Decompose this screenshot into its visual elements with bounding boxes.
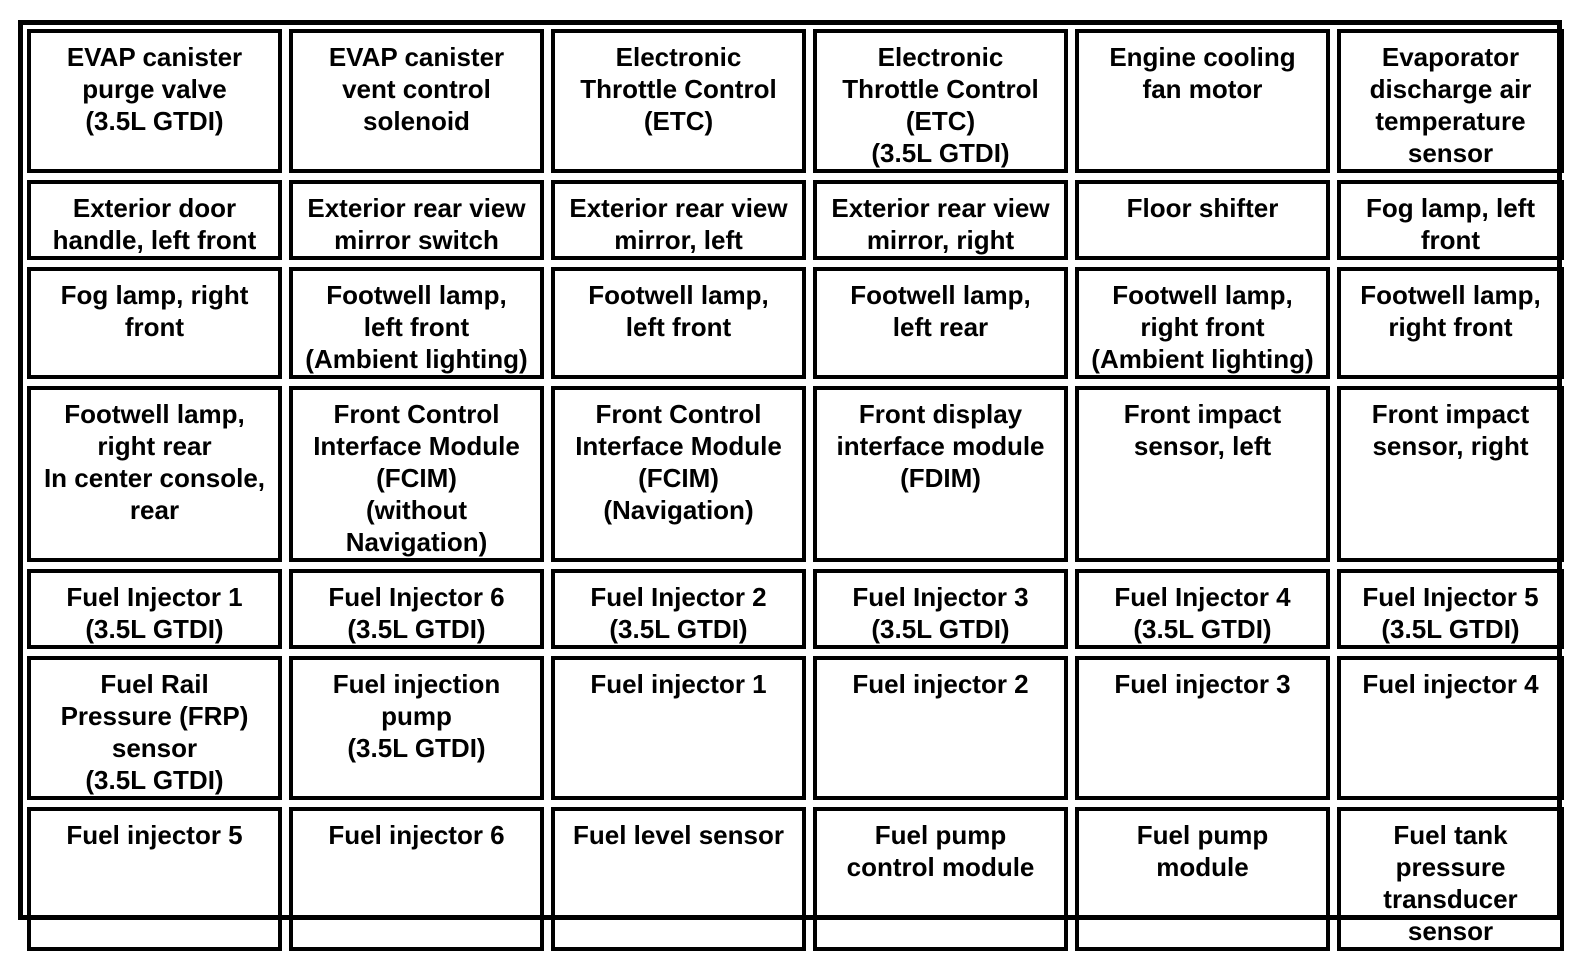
table-cell: Fuel injector 4 — [1337, 656, 1564, 800]
table-cell: Engine cooling fan motor — [1075, 29, 1330, 173]
table-cell: Fuel Injector 2 (3.5L GTDI) — [551, 569, 806, 649]
table-row — [27, 656, 1564, 800]
table-cell: Fuel Rail Pressure (FRP) sensor (3.5L GTDI) — [27, 656, 282, 800]
table-cell: Fuel injector 2 — [813, 656, 1068, 800]
table-cell: Fuel Injector 5 (3.5L GTDI) — [1337, 569, 1564, 649]
component-location-table — [20, 22, 1571, 958]
table-cell: Evaporator discharge air temperature sensor — [1337, 29, 1564, 173]
table-cell: Fuel injection pump (3.5L GTDI) — [289, 656, 544, 800]
table-row — [27, 569, 1564, 649]
table-cell: Fuel injector 5 — [27, 807, 282, 951]
table-row — [27, 807, 1564, 951]
table-cell: Front Control Interface Module (FCIM) (Navigation) — [551, 386, 806, 562]
table-cell: Exterior door handle, left front — [27, 180, 282, 260]
table-cell: Fuel pump module — [1075, 807, 1330, 951]
table-cell: Fuel pump control module — [813, 807, 1068, 951]
table-row — [27, 386, 1564, 562]
table-cell: Footwell lamp, left front — [551, 267, 806, 379]
component-table-frame — [18, 20, 1562, 946]
table-cell: Electronic Throttle Control (ETC) (3.5L GTDI) — [813, 29, 1068, 173]
table-cell: EVAP canister purge valve (3.5L GTDI) — [27, 29, 282, 173]
table-cell: Fuel injector 3 — [1075, 656, 1330, 800]
table-cell: Fog lamp, right front — [27, 267, 282, 379]
table-cell: Front impact sensor, right — [1337, 386, 1564, 562]
table-cell: Front impact sensor, left — [1075, 386, 1330, 562]
table-cell: Fuel injector 1 — [551, 656, 806, 800]
table-cell: Fuel Injector 4 (3.5L GTDI) — [1075, 569, 1330, 649]
table-cell: Footwell lamp, left front (Ambient lighting) — [289, 267, 544, 379]
table-cell: EVAP canister vent control solenoid — [289, 29, 544, 173]
table-cell: Footwell lamp, right front (Ambient lighting) — [1075, 267, 1330, 379]
table-cell: Exterior rear view mirror switch — [289, 180, 544, 260]
table-cell: Footwell lamp, right rear In center console, rear — [27, 386, 282, 562]
table-cell: Exterior rear view mirror, right — [813, 180, 1068, 260]
table-cell: Fuel level sensor — [551, 807, 806, 951]
table-cell: Exterior rear view mirror, left — [551, 180, 806, 260]
table-cell: Front display interface module (FDIM) — [813, 386, 1068, 562]
table-cell: Floor shifter — [1075, 180, 1330, 260]
table-row — [27, 267, 1564, 379]
table-cell: Fuel Injector 3 (3.5L GTDI) — [813, 569, 1068, 649]
table-cell: Fog lamp, left front — [1337, 180, 1564, 260]
table-cell: Footwell lamp, left rear — [813, 267, 1068, 379]
table-cell: Fuel injector 6 — [289, 807, 544, 951]
table-cell: Front Control Interface Module (FCIM) (without Navigation) — [289, 386, 544, 562]
table-cell: Fuel Injector 6 (3.5L GTDI) — [289, 569, 544, 649]
table-cell: Electronic Throttle Control (ETC) — [551, 29, 806, 173]
table-cell: Footwell lamp, right front — [1337, 267, 1564, 379]
table-cell: Fuel tank pressure transducer sensor — [1337, 807, 1564, 951]
table-row — [27, 180, 1564, 260]
table-row — [27, 29, 1564, 173]
table-cell: Fuel Injector 1 (3.5L GTDI) — [27, 569, 282, 649]
